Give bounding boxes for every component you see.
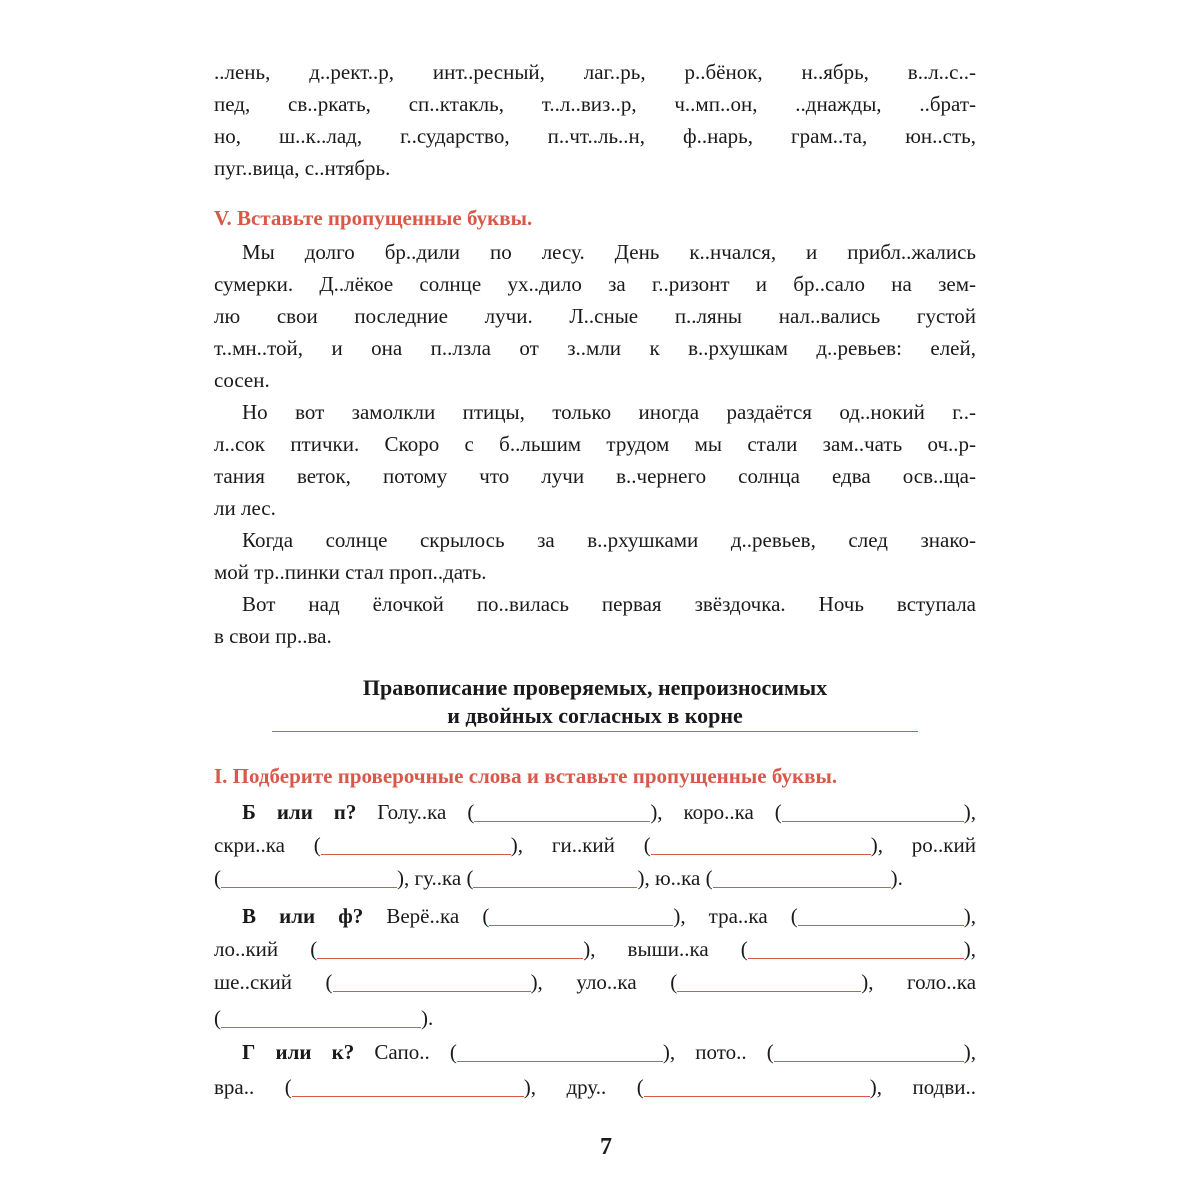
heading-underline [272,731,918,732]
page-number: 7 [600,1134,612,1160]
answer-blank[interactable] [292,1076,524,1097]
fill-line [214,1002,976,1034]
word: ), подви.. [869,1075,976,1099]
text-line: л..сок птички. Скоро с б..льшим трудом мы стали зам..чать оч..р- [214,432,976,456]
answer-blank[interactable] [473,867,637,888]
word: скри..ка ( [214,833,321,857]
answer-blank[interactable] [457,1041,663,1062]
word: ). [890,866,903,890]
text-line: в свои пр..ва. [214,624,332,648]
word: ), ги..кий ( [510,833,651,857]
text-line: сумерки. Д..лёкое солнце ух..дило за г..ризонт и бр..сало на зем- [214,272,976,296]
text-line: лю свои последние лучи. Л..сные п..ляны нал..вались густой [214,304,976,328]
text-line: т..мн..той, и она п..лзла от з..мли к в..рхушкам д..ревьев: елей, [214,336,976,360]
answer-blank[interactable] [651,834,871,855]
fill-line [214,829,976,861]
word: ), пото.. ( [662,1040,774,1064]
answer-blank[interactable] [317,938,583,959]
answer-blank[interactable] [748,938,964,959]
exercise-line: пуг..вица, с..нтябрь. [214,156,391,180]
answer-blank[interactable] [489,905,673,926]
answer-blank[interactable] [677,971,861,992]
fill-line [242,1036,976,1068]
word: ( [214,866,221,890]
word: ), гу..ка ( [397,866,474,890]
word: ), [963,800,977,824]
word: ), [963,937,976,961]
word: Голу..ка ( [377,800,475,824]
word: ), уло..ка ( [530,970,678,994]
fill-line [214,933,976,965]
exercise-v-title: V. Вставьте пропущенные буквы. [214,206,533,230]
text-line: Когда солнце скрылось за в..рхушками д..ревьев, след знако- [242,528,976,552]
answer-blank[interactable] [713,867,891,888]
word: ), коро..ка ( [650,800,782,824]
section-heading-line2: и двойных согласных в корне [447,703,743,728]
answer-blank[interactable] [782,801,964,822]
fill-line [214,966,976,998]
word: ). [421,1006,434,1030]
text-line: тания веток, потому что лучи в..чернего солнца едва осв..ща- [214,464,976,488]
answer-blank[interactable] [321,834,511,855]
word: ), выши..ка ( [583,937,748,961]
exercise-line: ..лень, д..рект..р, инт..ресный, лаг..рь, р..бёнок, н..ябрь, в..л..с..- [214,60,976,84]
answer-blank[interactable] [774,1041,964,1062]
text-line: сосен. [214,368,270,392]
word: ), ю..ка ( [637,866,713,890]
word: Сапо.. ( [374,1040,457,1064]
answer-blank[interactable] [333,971,531,992]
exercise-i-title: I. Подберите проверочные слова и вставьте пропущенные буквы. [214,764,838,788]
text-line: ли лес. [214,496,276,520]
answer-blank[interactable] [221,1007,421,1028]
text-line: Мы долго бр..дили по лесу. День к..нчался, и прибл..жались [242,240,976,264]
answer-blank[interactable] [644,1076,870,1097]
exercise-line: пед, св..ркать, сп..ктакль, т..л..виз..р, ч..мп..он, ..днажды, ..брат- [214,92,976,116]
exercise-line: но, ш..к..лад, г..сударство, п..чт..ль..н, ф..нарь, грам..та, юн..сть, [214,124,976,148]
text-line: Но вот замолкли птицы, только иногда раздаётся од..нокий г..- [242,400,976,424]
letter-choice-label: В или ф? [242,904,364,928]
word: Верё..ка ( [386,904,490,928]
fill-line [214,1071,976,1103]
answer-blank[interactable] [798,905,964,926]
word: ), [963,904,976,928]
text-line: мой тр..пинки стал проп..дать. [214,560,487,584]
word: вра.. ( [214,1075,292,1099]
answer-blank[interactable] [221,867,397,888]
word: ), дру.. ( [523,1075,644,1099]
fill-line [242,796,976,828]
answer-blank[interactable] [474,801,650,822]
word: ло..кий ( [214,937,318,961]
section-heading-line1: Правописание проверяемых, непроизносимых [362,675,828,700]
letter-choice-label: Г или к? [242,1040,355,1064]
word: ), [963,1040,976,1064]
word: ), ро..кий [870,833,976,857]
fill-line [214,862,976,894]
word: ), голо..ка [861,970,977,994]
word: ( [214,1006,221,1030]
text-line: Вот над ёлочкой по..вилась первая звёздочка. Ночь вступала [242,592,976,616]
fill-line [242,900,976,932]
word: ), тра..ка ( [673,904,798,928]
word: ше..ский ( [214,970,333,994]
letter-choice-label: Б или п? [242,800,357,824]
